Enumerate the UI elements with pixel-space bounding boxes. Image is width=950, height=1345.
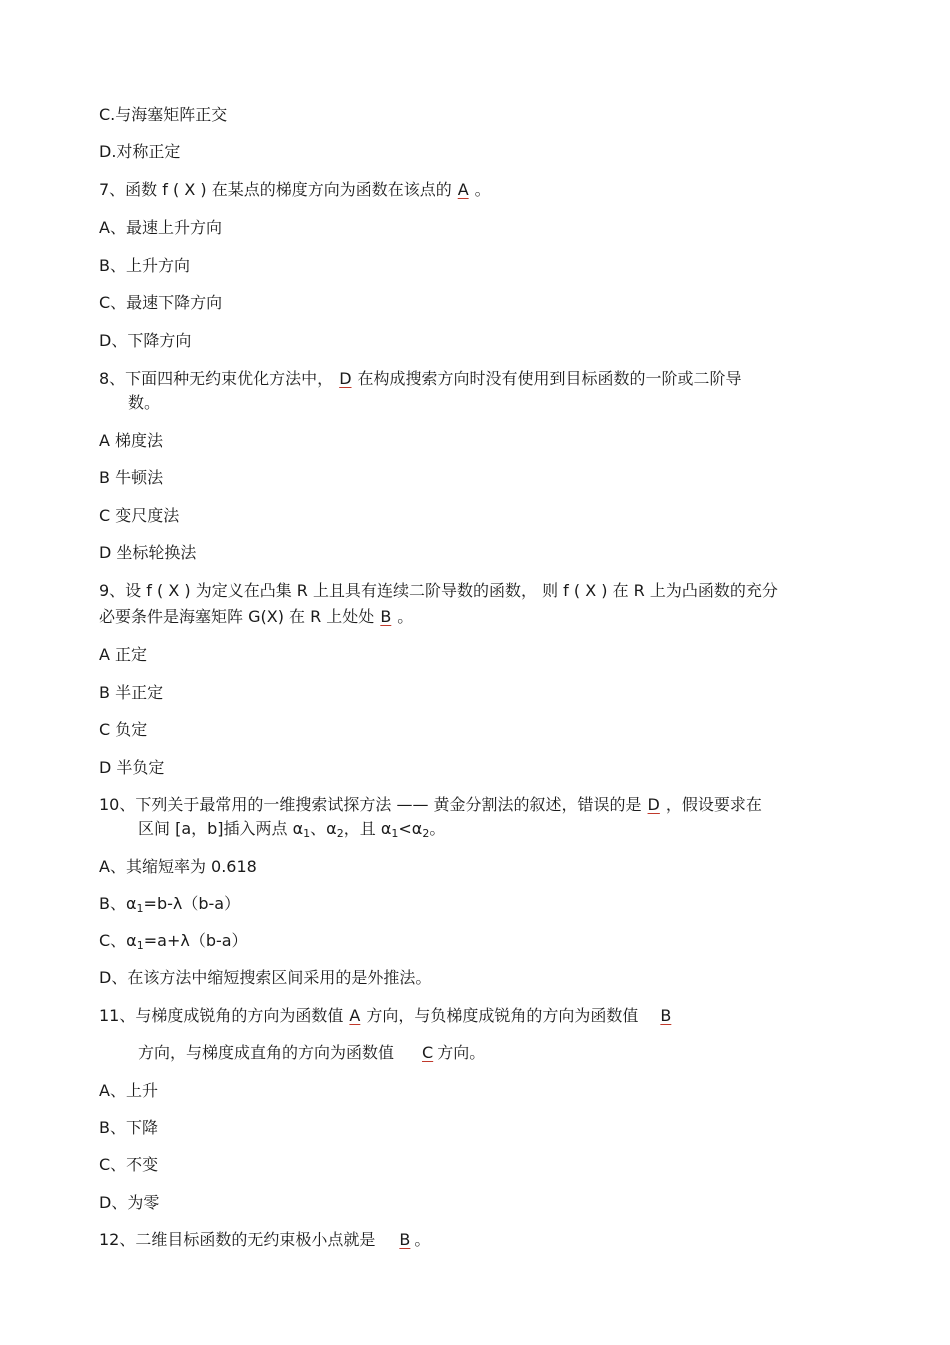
question-text: 9、设 f ( X ) 为定义在凸集 R 上且具有连续二阶导数的函数， 则 f ( X ) 在 R 上为凸函数的充分 [99, 581, 778, 600]
subscript: 1 [136, 902, 144, 915]
subscript: 1 [303, 827, 311, 840]
answer-blank: A [349, 1006, 361, 1025]
q7-option-d [99, 330, 191, 352]
question-text: 10、下列关于最常用的一维搜索试探方法 —— 黄金分割法的叙述，错误的是 [99, 795, 642, 814]
q11-option-c [99, 1154, 158, 1176]
question-text: 。 [474, 180, 491, 199]
option-text: B 牛顿法 [99, 468, 164, 487]
question-9 [99, 580, 778, 602]
option-text: D、为零 [99, 1193, 160, 1212]
question-11 [99, 1005, 677, 1027]
q10-option-b [99, 893, 240, 915]
question-10-continuation [138, 818, 445, 840]
q10-option-a [99, 856, 257, 878]
answer-blank: D [339, 369, 352, 388]
option-text: B 半正定 [99, 683, 164, 702]
answer-blank: B [660, 1006, 672, 1025]
question-8-continuation [128, 392, 160, 414]
question-text: 11、与梯度成锐角的方向为函数值 [99, 1006, 344, 1025]
question-text: 在构成搜索方向时没有使用到目标函数的一阶或二阶导 [357, 369, 742, 388]
option-text: C、最速下降方向 [99, 293, 223, 312]
option-text: B、下降 [99, 1118, 158, 1137]
question-11-continuation [138, 1042, 485, 1064]
q9-option-d [99, 757, 164, 779]
answer-blank: B [399, 1230, 411, 1249]
question-7 [99, 179, 491, 201]
subscript: 1 [391, 827, 399, 840]
option-text: C 负定 [99, 720, 148, 739]
option-text: D、在该方法中缩短搜索区间采用的是外推法。 [99, 968, 432, 987]
option-text: C、不变 [99, 1155, 159, 1174]
option-d-line [99, 141, 180, 163]
option-c-line [99, 104, 227, 126]
question-text: 。 [397, 607, 414, 626]
q8-option-c [99, 505, 179, 527]
question-text: 。 [414, 1230, 431, 1249]
question-text: ，且 α [343, 819, 392, 838]
q8-option-b [99, 467, 163, 489]
q11-option-b [99, 1117, 158, 1139]
option-text: A、其缩短率为 0.618 [99, 857, 257, 876]
q10-option-c [99, 930, 248, 952]
answer-blank: B [380, 607, 392, 626]
q9-option-c [99, 719, 147, 741]
answer-blank: A [457, 180, 469, 199]
question-8 [99, 368, 742, 390]
question-text: 数。 [128, 393, 161, 412]
option-text: B、α [99, 894, 137, 913]
answer-blank: D [647, 795, 660, 814]
question-text: 8、下面四种无约束优化方法中， [99, 369, 334, 388]
q8-option-d [99, 542, 196, 564]
q11-option-a [99, 1080, 158, 1102]
q10-option-d [99, 967, 431, 989]
q7-option-b [99, 255, 190, 277]
line-text: D.对称正定 [99, 142, 181, 161]
q11-option-d [99, 1192, 159, 1214]
question-text: 必要条件是海塞矩阵 G(X) 在 R 上处处 [99, 607, 375, 626]
option-text: A、最速上升方向 [99, 218, 222, 237]
option-text: A 正定 [99, 645, 148, 664]
option-text: A、上升 [99, 1081, 158, 1100]
question-text: <α [398, 819, 423, 838]
subscript: 2 [422, 827, 430, 840]
option-text: C、α [99, 931, 137, 950]
option-text: D 半负定 [99, 758, 165, 777]
option-text: A 梯度法 [99, 431, 164, 450]
question-text: 方向。 [437, 1043, 486, 1062]
question-text: 方向，与负梯度成锐角的方向为函数值 [366, 1006, 639, 1025]
option-text: =a+λ（b-a） [143, 931, 248, 950]
option-text: D、下降方向 [99, 331, 192, 350]
line-text: C.与海塞矩阵正交 [99, 105, 228, 124]
question-12 [99, 1229, 430, 1251]
subscript: 1 [136, 939, 144, 952]
question-9-continuation [99, 606, 413, 628]
option-text: D 坐标轮换法 [99, 543, 197, 562]
option-text: =b-λ（b-a） [143, 894, 241, 913]
question-text: 7、函数 f ( X ) 在某点的梯度方向为函数在该点的 [99, 180, 452, 199]
option-text: B、上升方向 [99, 256, 190, 275]
answer-blank: C [422, 1043, 434, 1062]
question-text: 12、二维目标函数的无约束极小点就是 [99, 1230, 376, 1249]
q9-option-a [99, 644, 147, 666]
question-text: 、α [310, 819, 337, 838]
q8-option-a [99, 430, 163, 452]
question-text: 区间 [a，b]插入两点 α [138, 819, 304, 838]
subscript: 2 [336, 827, 344, 840]
question-text: 。 [429, 819, 446, 838]
q7-option-c [99, 292, 222, 314]
q7-option-a [99, 217, 222, 239]
question-text: ，假设要求在 [665, 795, 762, 814]
question-10 [99, 794, 762, 816]
question-text: 方向，与梯度成直角的方向为函数值 [138, 1043, 395, 1062]
q9-option-b [99, 682, 163, 704]
option-text: C 变尺度法 [99, 506, 180, 525]
